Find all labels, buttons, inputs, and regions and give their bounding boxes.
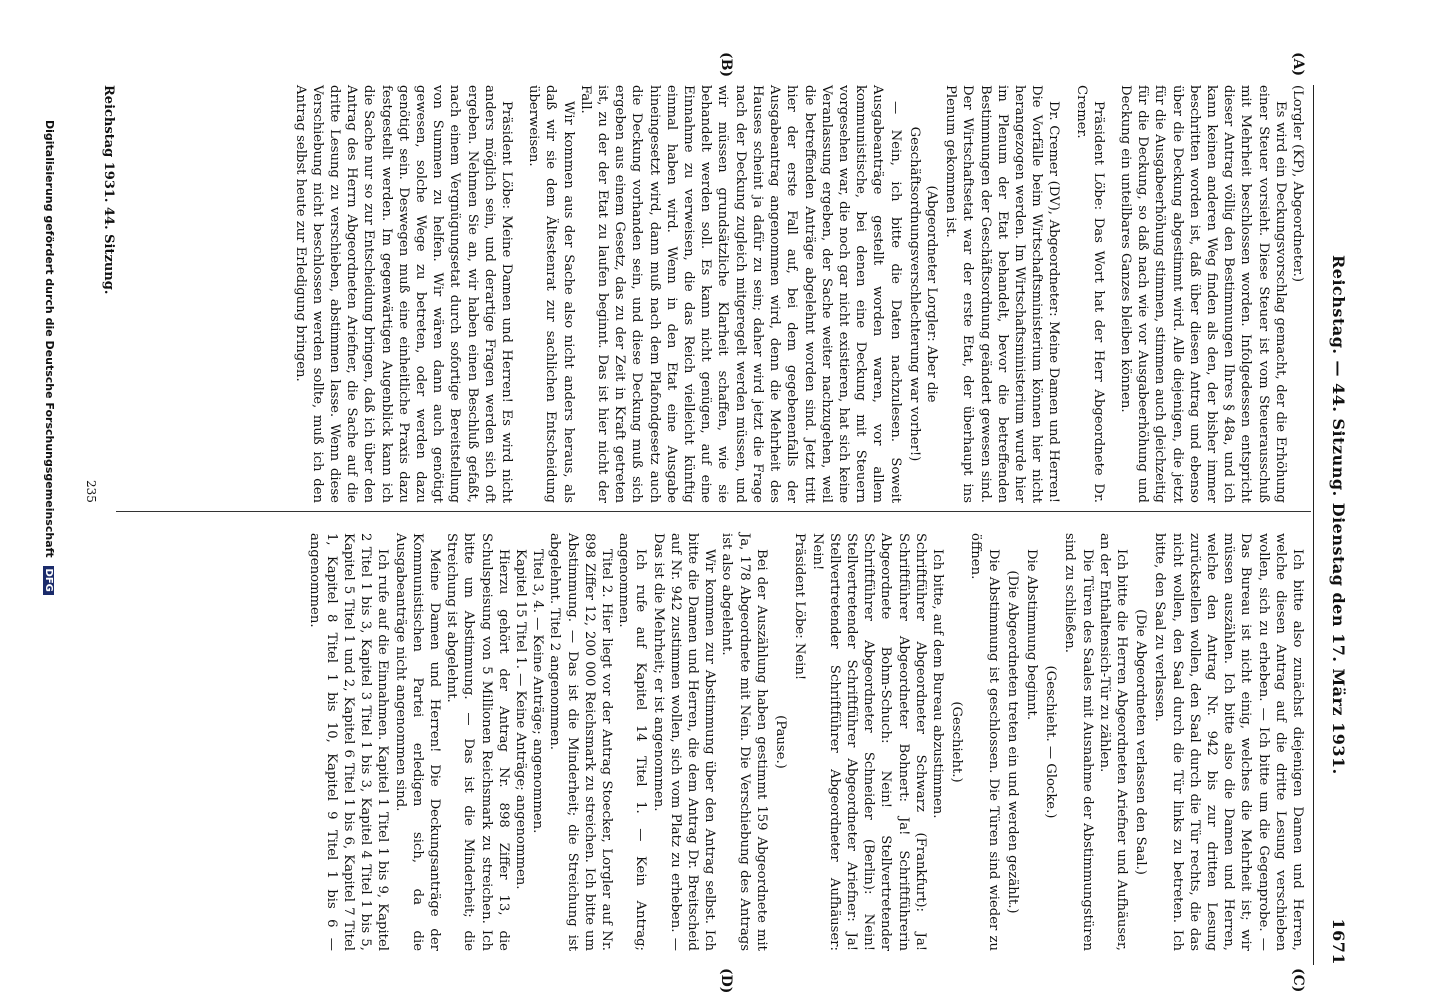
paragraph: (Pause.) (773, 715, 789, 769)
paragraph: Bei der Auszählung haben gestimmt 159 Abgeordnete mit Ja, 178 Abgeordnete mit Nein. Die Verschiebung des Antrags ist also abgelehnt. (719, 533, 769, 951)
paragraph: Ich bitte, auf dem Bureau abzustimmen. (929, 549, 945, 819)
paragraph: Präsident Löbe: Meine Damen und Herren! Es wird nicht anders möglich sein, und derartige Fragen werden sich oft ergeben. Nehmen Sie an, wir haben einen Beschluß gefaßt, nach einem Vergnügungsetat durch sofortige Bereitstellung von Summen zu helfen. Wir wären dann auch genötigt gewesen, solche Wege zu betreten, oder werden dazu genötigt sein. Deswegen muß eine einheitliche Praxis dazu festgestellt werden. Im gegenwärtigen Augenblick kann ich die Sache nur so zur Entscheidung bringen, daß ich über den Antrag des Herrn Abgeordneten Ariefner, die Sache auf die dritte Lesung zu verschieben, abstimmen lasse. Wenn diese Verschiebung nicht beschlossen werden sollte, muß ich den Antrag selbst heute zur Erledigung bringen. (292, 85, 515, 503)
margin-mark-c: (C) (1290, 968, 1306, 993)
paragraph: Ich bitte die Herren Abgeordneten Ariefner und Aufhäuser, an der Enthaltensich-Tür zu zählen. (1096, 533, 1129, 951)
paragraph: Kapitel 15 Titel 1. — Keine Anträge; angenommen. (513, 549, 529, 890)
paragraph: Titel 2. Hier liegt vor der Antrag Stoecker, Lorgler auf Nr. 898 Ziffer 12, 200 000 Reichsmark zu streichen. Ich bitte um Abstimmung. — Das ist die Minderheit; die Streichung ist abgelehnt. Titel 2 angenommen. (547, 533, 615, 951)
paragraph: Meine Damen und Herren! Die Deckungsanträge der Kommunistischen Partei erledigen sich, da die Ausgabeanträge nicht angenommen sind. (392, 533, 443, 951)
dfg-logo: DFG (43, 566, 54, 595)
header-title: Reichstag. — 44. Sitzung. Dienstag den 17. März 1931. (1329, 255, 1348, 775)
paragraph: (Die Abgeordneten verlassen den Saal.) (1133, 609, 1149, 875)
right-column (305, 533, 1306, 951)
credit-text: Digitalisierung gefördert durch die Deutsche Forschungsgemeinschaft (43, 120, 56, 558)
margin-mark-a: (A) (1290, 52, 1306, 77)
paragraph: (Geschieht. — Glocke.) (1043, 665, 1059, 819)
paragraph: Hierzu gehört der Antrag Nr. 898 Ziffer 13, die Schulspeisung von 5 Millionen Reichsmark zu streichen. Ich bitte um Abstimmung. — Das ist die Minderheit; die Streichung ist abgelehnt. (444, 533, 511, 951)
footer-left: Reichstag 1931. 44. Sitzung. (101, 85, 116, 295)
column-divider (116, 511, 1311, 512)
paragraph: Ich rufe auf die Einnahmen. Kapitel 1 Titel 1 bis 9, Kapitel 2 Titel 1 bis 3, Kapitel 3 Titel 1 bis 3, Kapitel 4 Titel 1 bis 5, Kapitel 5 Titel 1 und 2, Kapitel 6 Titel 1 bis 6, Kapitel 7 Titel 1, Kapitel 8 Titel 1 bis 10, Kapitel 9 Titel 1 bis 6 — angenommen. (306, 533, 391, 951)
paragraph: Titel 3, 4. — Keine Anträge; angenommen. (530, 549, 546, 834)
paragraph: Wir kommen aus der Sache also nicht anders heraus, als daß wir sie dem Ältestenrat zur sachlichen Entscheidung überweisen. (526, 85, 576, 503)
paragraph: Ich bitte also zunächst diejenigen Damen und Herren, welche diesen Antrag auf die dritte Lesung verschieben wollen, sich zu erheben. — Ich bitte um die Gegenprobe. — Das Bureau ist nicht einig, welches die Mehrheit ist; wir müssen auszählen. Ich bitte also die Damen und Herren, welche den Antrag Nr. 942 bis zur dritten Lesung zurückstellen wollen, den Saal durch die Tür rechts, die das nicht wollen, den Saal durch die Tür links zu betreten. Ich bitte, den Saal zu verlassen. (1152, 533, 1305, 951)
paragraph: Es wird ein Deckungsvorschlag gemacht, der die Erhöhung einer Steuer vorsieht. Diese Steuer ist vom Steuerausschuß mit Mehrheit beschlossen worden. Infolgedessen entspricht dieser Antrag völlig den Bestimmungen Ihres § 48a, und ich kann keinen anderen Weg finden als den, der bisher immer beschritten worden ist, daß über diesen Antrag und ebenso über die Deckung abgestimmt wird. Alle diejenigen, die jetzt für die Ausgabeerhöhung stimmen, stimmen auch gleichzeitig für die Deckung, so daß nach wie vor Ausgabeerhöhung und Deckung ein unteilbares Ganzes bleiben können. (1117, 85, 1288, 503)
paragraph: (Abgeordneter Lorgler: Aber die Geschäftsordnungsverschlechterung war vorher!) (906, 126, 939, 462)
digitization-credit (43, 120, 56, 595)
paragraph: (Geschieht.) (949, 701, 965, 783)
paragraph: Wir kommen zur Abstimmung über den Antrag selbst. Ich bitte die Damen und Herren, die dem Antrag Dr. Breitscheid auf Nr. 942 zustimmen wollen, sich vom Platz zu erheben. — Das ist die Mehrheit; er ist angenommen. (650, 533, 718, 951)
paragraph: Die Abstimmung ist geschlossen. Die Türen sind wieder zu öffnen. (968, 533, 1001, 951)
footer-page-number: 235 (84, 480, 98, 503)
left-column (291, 85, 1306, 503)
margin-mark-b: (B) (718, 52, 734, 78)
paragraph: Präsident Löbe: Nein! (792, 533, 808, 681)
paragraph: Präsident Löbe: Das Wort hat der Herr Abgeordnete Dr. Cremer. (1073, 85, 1106, 503)
paragraph: Schriftführer Abgeordneter Schwarz (Frankfurt): Ja! Schriftführer Abgeordneter Bohnert: Ja! Schriftführerin Abgeordnete Bohm-Schuch: Nein! Stellvertretender Schriftführer Abgeordneter Schneider (Berlin): Nein! Stellvertretender Schriftführer Abgeordneter Ariefner: Ja! Stellvertretender Schriftführer Abgeordneter Aufhäuser: Nein! (809, 533, 928, 951)
paragraph: Ich rufe auf Kapitel 14 Titel 1. — Kein Antrag; angenommen. (616, 533, 649, 951)
paragraph: — Nein, ich bitte die Daten nachzulesen. Soweit Ausgabeanträge gestellt worden waren, vor allem kommunistische, bei denen eine Deckung mit Steuern vorgesehen war, die noch gar nicht existieren, hat sich keine Veranlassung ergeben, der Sache weiter nachzugehen, weil die betreffenden Anträge abgelehnt worden sind. Jetzt tritt hier der erste Fall auf, bei dem gegebenenfalls der Ausgabeantrag angenommen wird, denn die Mehrheit des Hauses scheint ja dafür zu sein; daher wird jetzt die Frage nach der Deckung zugleich mitgeregelt werden müssen, und wir müssen grundsätzliche Klarheit schaffen, wie sie behandelt werden soll. Es kann nicht genügen, auf eine Einnahme zu verweisen, die das Reich vielleicht künftig einmal haben wird. Wenn in den Etat eine Ausgabe hineingesetzt wird, dann muß nach dem Plafondgesetz auch die Deckung vorhanden sein, und diese Deckung muß sich ergeben aus einem Gesetz, das zu der Zeit in Kraft getreten ist, zu der der Etat zu laufen beginnt. Das ist hier nicht der Fall. (577, 85, 903, 503)
paragraph: Die Türen des Saales mit Ausnahme der Abstimmungstüren sind zu schließen. (1062, 533, 1095, 951)
margin-mark-d: (D) (718, 968, 734, 994)
paragraph: Dr. Cremer (DV), Abgeordneter: Meine Damen und Herren! Die Vorfälle beim Wirtschaftsministerium können hier nicht herangezogen werden. Im Wirtschaftsministerium wurde hier im Plenum der Etat behandelt, bevor die betreffenden Bestimmungen der Geschäftsordnung geändert gewesen sind. Der Wirtschaftsetat war der erste Etat, der überhaupt ins Plenum gekommen ist. (943, 85, 1062, 503)
paragraph: Die Abstimmung beginnt. (1023, 549, 1039, 721)
page-header (1312, 85, 1352, 965)
header-rule (1313, 85, 1314, 965)
header-page-number: 1671 (1329, 918, 1348, 965)
paragraph: (Die Abgeordneten treten ein und werden gezählt.) (1004, 570, 1020, 914)
paragraph: (Lorgler (KP), Abgeordneter.) (1290, 85, 1305, 282)
